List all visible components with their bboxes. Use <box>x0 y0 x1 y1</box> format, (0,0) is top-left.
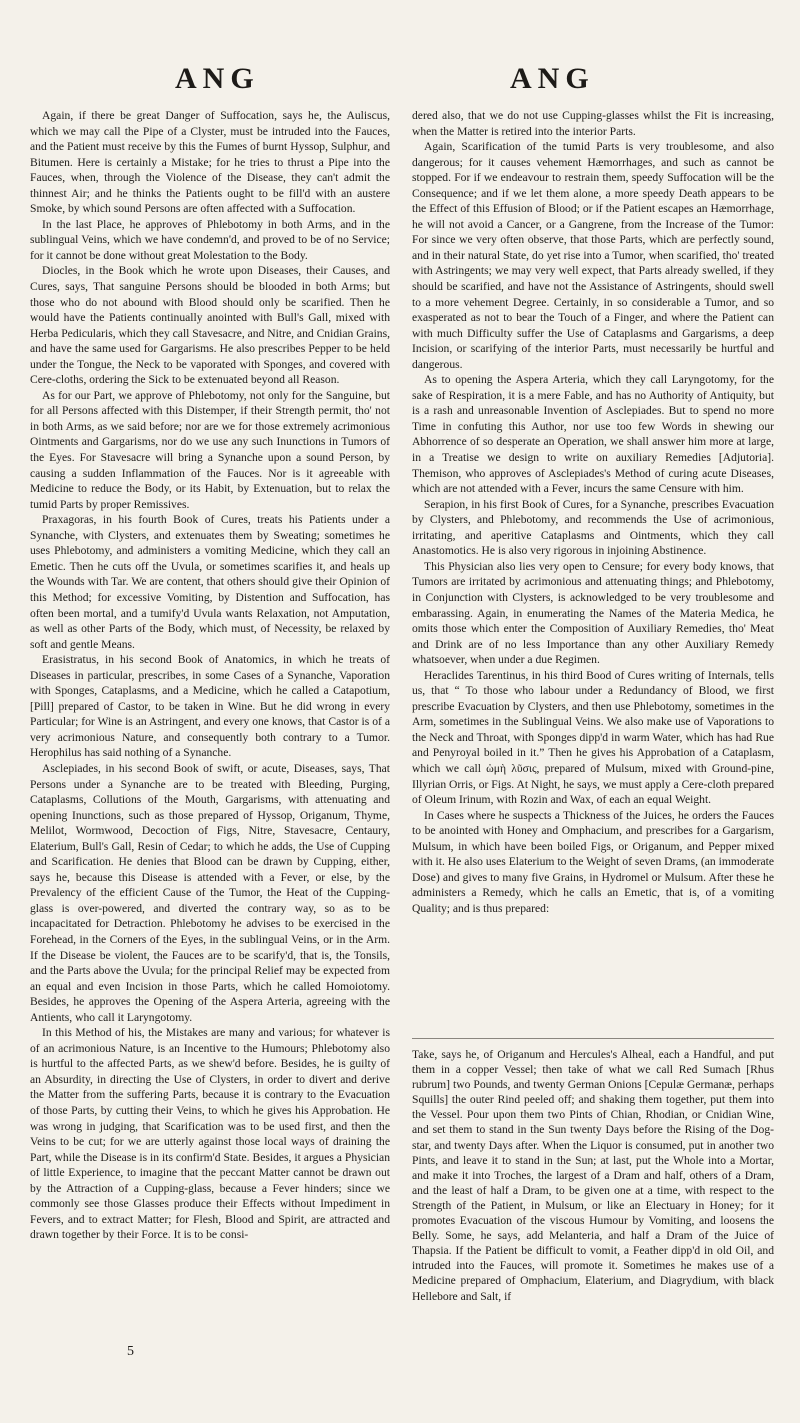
running-head-right: ANG <box>510 62 595 95</box>
section-rule <box>412 1038 774 1039</box>
page-number: 5 <box>127 1344 134 1359</box>
left-column <box>30 108 390 1243</box>
paragraph: Heraclides Tarentinus, in his third Bood of Cures writing of Internals, tells us, that “ To those who labour under a Redundancy of Blood, we first prescribe Evacuation by Clysters, and then use Phlebotomy, sometimes in the Arm, sometimes in the Sublingual Veins. We also make use of Vaporations to the Neck and Throat, with Sponges dipp'd in warm Water, which has had Rue and Penyroyal boiled in it.” Then he gives his Approbation of a Cataplasm, which we call ὠμὴ λῦσις, prepared of Mulsum, mixed with Ground-pine, Illyrian Orris, or Figs. At Night, he says, we must apply a Cere-cloth prepared of Oleum Irinum, with Rozin and Wax, of each an equal Weight. <box>412 668 774 807</box>
paragraph: As to opening the Aspera Arteria, which they call Laryngotomy, for the sake of Respiration, it is a mere Fable, and has no Authority of Antiquity, but is a rash and unreasonable Invention of Asclepiades. But to spend no more Time in confuting this Author, nor use too few Words in shewing our Abhorrence of so desperate an Operation, we shall answer him more at large, in a Treatise we design to write on auxiliary Remedies [Adjutoria]. Themison, who approves of Asclepiades's Method of curing acute Diseases, which are not attended with a Fever, incurs the same Censure with him. <box>412 373 774 496</box>
paragraph: Asclepiades, in his second Book of swift, or acute, Diseases, says, That Persons under a Synanche are to be treated with Bleeding, Purging, Cataplasms, Collutions of the Mouth, Gargarisms, with attenuating and opening Inunctions, such as those prepared of Hyssop, Origanum, Thyme, Melilot, Wormwood, Decoction of Figs, Nitre, Stavesacre, Centaury, Elaterium, Bull's Gall, Resin of Cedar; to which he adds, the Use of Cupping and Scarification. He denies that Blood can be drawn by Cupping, either, says he, because this Disease is attended with a Fever, or else, by the Prevalency of the efficient Cause of the Tumor, the Heat of the Cupping-glass is over-powered, and diverted the contrary way, so as to be incapacitated for Detraction. Phlebotomy he advises to be exercised in the Forehead, in the Corners of the Eyes, in the sublingual Veins, or in the Arm. If the Disease be violent, the Fauces are to be scarify'd, that is, the Tonsils, and the Parts above the Uvula; for the principal Relief may be expected from an equal and even Incision in those Parts, which he called Homoiotomy. Besides, he approves the Opening of the Aspera Arteria, agreeing with the Antients, who call it Laryngotomy. <box>30 761 390 1024</box>
paragraph: Serapion, in his first Book of Cures, for a Synanche, prescribes Evacuation by Clysters, and Phlebotomy, and recommends the Use of acrimonious, irritating, and aperitive Cataplasms and Ointments, which they call Anastomotics. He is also very rigorous in injoining Abstinence. <box>412 497 774 558</box>
paragraph: Again, Scarification of the tumid Parts is very troublesome, and also dangerous; for it causes vehement Hæmorrhages, and such as cannot be stopped. For if we endeavour to restrain them, speedy Suffocation will be the Consequence; and if we let them alone, a more speedy Death appears to be the Effect of this Effusion of Blood; or if the Patient escapes an Hæmorrhage, he will not avoid a Cancer, or a Gangrene, from the Increase of the Tumor: For since we very often observe, that those Parts, which are perfectly sound, and in their natural State, do yet rise into a Tumor, when scarified, tho' treated with Astringents; we may very well expect, that Parts already swelled, if they should be scarified, and have not the Assistance of Astringents, should swell to a more vehement Degree. Certainly, in so considerable a Tumor, and so exasperated as not to bear the Touch of a Finger, and where the Patient can with much Difficulty suffer the Use of Cataplasms and Gargarisms, a deep Incision, or scarifying of the interior Parts, must necessarily be hurtful and dangerous. <box>412 140 774 371</box>
right-column <box>412 108 774 916</box>
paragraph: In Cases where he suspects a Thickness of the Juices, he orders the Fauces to be anointed with Honey and Omphacium, and prescribes for a Gargarism, Mulsum, in which have been boiled Figs, or Origanum, and Pepper mixed with it. He also uses Elaterium to the Weight of seven Drams, (an immoderate Dose) and gives to many five Grains, in Hydromel or Mulsum. After these he administers a Remedy, which he calls an Emetic, that is, of a vomiting Quality; and is thus prepared: <box>412 808 774 915</box>
paragraph: Again, if there be great Danger of Suffocation, says he, the Auliscus, which we may call the Pipe of a Clyster, must be intruded into the Fauces, and the Patient must receive by this the Fumes of burnt Hyssop, Sulphur, and Bitumen. Here is certainly a Mistake; for he tries to thrust a Pipe into the Fauces, when, through the Violence of the Disease, they can't admit the thinnest Air; and he thinks the Patients ought to be fill'd with an austere Smoke, by which sound Persons are often affected with a Suffocation. <box>30 109 390 216</box>
recipe-text: Take, says he, of Origanum and Hercules's Alheal, each a Handful, and put them in a copper Vessel; then take of what we call Red Sumach [Rhus rubrum] two Pounds, and twenty German Onions [Cepulæ Germanæ, perhaps Squills] the outer Rind peeled off; and shaking them together, put them into the Vessel. Pour upon them two Pints of Chian, Rhodian, or Cnidian Wine, and set them to stand in the Sun twenty Days before the Rising of the Dog-star, and twenty Days after. When the Liquor is consumed, put in another two Pints, and leave it to stand in the Sun; at last, put the Whole into a Mortar, and make it into Troches, the largest of a Dram and half, others of a Dram, and the least of half a Dram, to be given one at a time, with respect to the Strength of the Patient, in Mulsum, or like an Electuary in Honey; for it promotes Evacuation of the viscous Humour by Vomiting, and loosens the Belly. Some, he says, add Melanteria, and half a Dram of the Juice of Thapsia. If the Patient be difficult to vomit, a Feather dipp'd in old Oil, and intruded into the Fauces, will promote it. Sometimes he makes use of a Medicine prepared of Omphacium, Elaterium, and Diagrydium, with black Hellebore and Salt, if <box>412 1048 774 1303</box>
paragraph: dered also, that we do not use Cupping-glasses whilst the Fit is increasing, when the Matter is retired into the interior Parts. <box>412 109 774 138</box>
paragraph: In this Method of his, the Mistakes are many and various; for whatever is of an acrimonious Nature, is an Incentive to the Humours; Phlebotomy also is hurtful to the affected Parts, as we shew'd before. Besides, he is guilty of an Absurdity, in directing the Use of Clysters, in order to divert and derive the Matter from the suffering Parts, because it is contrary to the Evacuation of those Parts, by cutting their Veins, to which he gives his Approbation. He was wrong in judging, that Scarification was to be used first, and then the Veins to be cut; for we are utterly against those local ways of draining the Part, while the Disease is in its confirm'd State. Besides, it argues a Physician of little Experience, to imagine that the peccant Matter cannot be drawn out by the Attraction of a Cupping-glass, because a Fever hinders; since we commonly see those Glasses produce their Effects without Impediment in Fevers, and to extract Matter; for Flesh, Blood and Spirit, are attracted and drawn together by their Force. It is to be consi- <box>30 1026 390 1242</box>
paragraph: Erasistratus, in his second Book of Anatomics, in which he treats of Diseases in particular, prescribes, in some Cases of a Synanche, Vaporation with Sponges, Cataplasms, and a Medicine, which he called a Catapotium, [Pill] prepared of Castor, to be taken in Wine. But he did wrong in every Particular; for Wine is an Astringent, and every one knows, that Castor is of a very acrimonious Nature, and consequently both contrary to a Tumor. Herophilus has said nothing of a Synanche. <box>30 653 390 760</box>
paragraph: This Physician also lies very open to Censure; for every body knows, that Tumors are irritated by acrimonious and attenuating things; and Phlebotomy, in Conjunction with Clysters, is acknowledged to be very troublesome and embarassing. Again, in enumerating the Names of the Materia Medica, he omits those which enter the Composition of Auxiliary Remedies, tho' Meat and Drink are of no less Importance than any other Auxiliary Remedy whatsoever, when under a due Regimen. <box>412 559 774 667</box>
recipe-block <box>412 1047 774 1304</box>
running-head-left: ANG <box>175 62 260 95</box>
paragraph: As for our Part, we approve of Phlebotomy, not only for the Sanguine, but for all Persons affected with this Distemper, if their Strength permit, tho' not in both Arms, as we said before; nor are we for those extremely acrimonious Ointments and Gargarisms, nor do we use any such Inunctions in Tumors of the Eyes. For Stavesacre will bring a Synanche upon a sound Person, by causing a sudden Inflammation of the Fauces. Nor is it agreeable with Medicine to reduce the Body, or its Habit, by Extenuation, but to relax the tumid Parts by proper Remissives. <box>30 388 390 511</box>
paragraph: In the last Place, he approves of Phlebotomy in both Arms, and in the sublingual Veins, which we have condemn'd, and proved to be of no Service; for it cannot be done without great Molestation to the Body. <box>30 217 390 262</box>
paragraph: Praxagoras, in his fourth Book of Cures, treats his Patients under a Synanche, with Clysters, and extenuates them by Sweating; sometimes he uses Phlebotomy, and administers a vomiting Medicine, which they call an Emetic. Then he cuts off the Uvula, or sometimes scarifies it, and heals up the Wounds with Tar. We are content, that others should give their Opinion of this Method; for excessive Vomiting, by Distention and Suffocation, has often been mortal, and a tumify'd Uvula wants Relaxation, not Amputation, as well as other Parts of the Body, which must, of Necessity, be relaxed by soft and gentle Means. <box>30 513 390 651</box>
paragraph: Diocles, in the Book which he wrote upon Diseases, their Causes, and Cures, says, That sanguine Persons should be blooded in both Arms; but those who do not abound with Blood should only be scarified. Then he would have the Patients continually anointed with Bull's Gall, mixed with Herba Pedicularis, which they call Stavesacre, and Nitre, and Cnidian Grains, and have the same used for Gargarisms. He also prescribes Pepper to be held under the Tongue, the Neck to be vaporated with Sponges, and covered with Cere-cloths, ordering the Sick to be extenuated beyond all Reason. <box>30 264 390 387</box>
